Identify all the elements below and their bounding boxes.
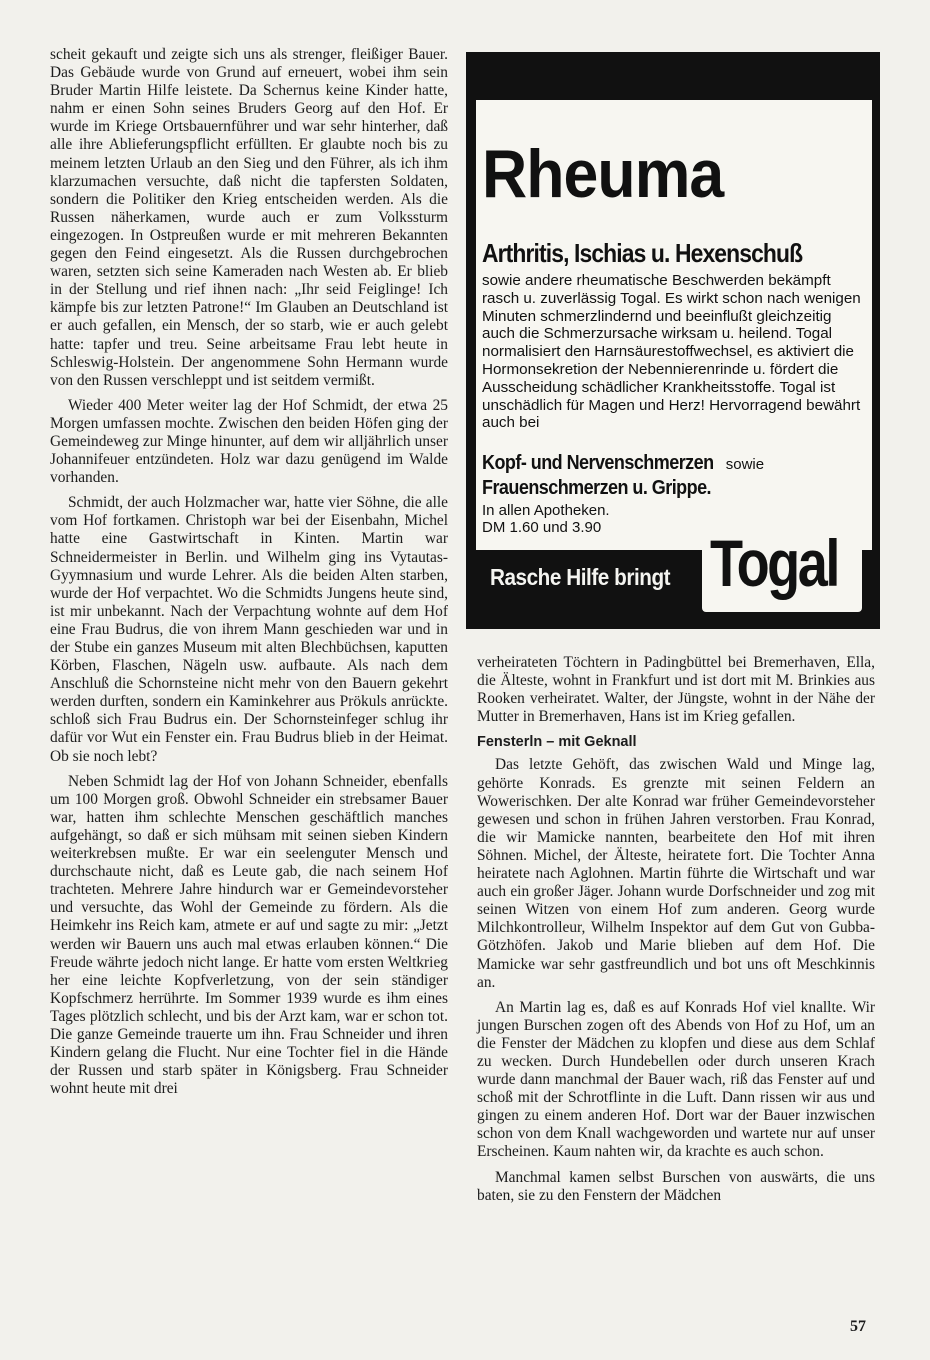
ad-pharmacy-note: In allen Apotheken.: [482, 502, 610, 519]
article-paragraph: scheit gekauft und zeigte sich uns als strenger, fleißiger Bauer. Das Gebäude wurde von Grund auf erneuert, wobei ihm sein Bruder Martin Hilfe leistete. Da Schernus keine Kinder hatte, nahm er einen Sohn seines Bruders Georg auf den Hof. Er wurde im Kriege Ortsbauernführer und war sehr hinterher, daß alle ihre Ablieferungspflicht erfüllten. Er glaubte noch bis zu meinem letzten Urlaub an den Sieg und den Führer, als ich ihm klarzumachen versuchte, daß nicht die tapfersten Soldaten, sondern die Politiker den Krieg entscheiden werden. Als die Russen näherkamen, wurde auch er zum Volkssturm eingezogen. In Ostpreußen wurde er mit mehreren Bekannten gegen den Feind eingesetzt. Als die Russen durchgebrochen waren, setzten sich seine Kameraden nach Westen ab. Er blieb in der Stellung und rief ihnen nach: „Ihr seid Feiglinge! Ich kämpfe bis zur letzten Patrone!“ Im Glauben an Deutschland ist er auch gefallen, ein Mensch, der so starb, wie er auch gelebt hatte: tapfer und treu. Seine arbeitsame Frau lebt heute in Schleswig-Holstein. Der angenommene Sohn Hermann wurde von den Russen verschleppt und ist seitdem vermißt.: [50, 46, 448, 389]
ad-highlight-line: [482, 477, 736, 500]
right-column: [477, 654, 875, 1212]
ad-price: DM 1.60 und 3.90: [482, 519, 602, 536]
togal-logo-text: Togal: [710, 526, 838, 600]
togal-advertisement: [466, 52, 880, 629]
article-paragraph: Manchmal kamen selbst Burschen von auswärts, die uns baten, sie zu den Fenstern der Mädchen: [477, 1168, 875, 1204]
section-heading: Fensterln – mit Geknall: [477, 734, 637, 751]
article-paragraph: Das letzte Gehöft, das zwischen Wald und Minge lag, gehörte Konrads. Es grenzte mit seinen Feldern an Wowerischken. Der alte Konrad war früher Gemeindevorsteher gewesen und schon in frühen Jahren verstorben. Frau Konrad, die wir Mamicke nannten, bearbeitete den Hof mit ihren Söhnen. Michel, der Älteste, heiratete fort. Die Tochter Anna heiratete nach Aglohnen. Martin führte die Wirtschaft und war auch ein großer Jäger. Johann wurde Dorfschneider und zog mit seinen Witzen von einem Hof zum anderen. Georg wurde Milchkontrolleur, Wilhelm Inspektor auf dem Gut von Gubba-Götzhöfen. Jakob und Marie blieben auf dem Hof. Die Mamicke war sehr gastfreundlich und bot uns oft Meschkinnis an.: [477, 756, 875, 991]
togal-logo: [702, 526, 862, 612]
ad-headline: Rheuma: [482, 136, 724, 212]
article-paragraph: Wieder 400 Meter weiter lag der Hof Schmidt, der etwa 25 Morgen umfassen mochte. Zwischen den beiden Höfen ging der Gemeindeweg zur Minge hinunter, auf dem wir alljährlich unser Johannifeuer entzündeten. Holz war dazu genügend im Walde vorhanden.: [50, 396, 448, 487]
left-column: [50, 46, 448, 1105]
page-number: 57: [850, 1318, 866, 1335]
ad-body-text: sowie andere rheumatische Beschwerden bekämpft rasch u. zuverlässig Togal. Es wirkt schon nach wenigen Minuten schmerzlindernd und beeinflußt gleichzeitig auch die Schmerzursache wirksam u. heilend. Togal normalisiert den Harnsäurestoffwechsel, es aktiviert die Hormonsekretion der Nebennierenrinde u. fördert die Ausscheidung schädlicher Krankheitsstoffe. Togal ist unschädlich für Magen und Herz! Hervorragend bewährt auch bei: [482, 272, 861, 432]
ad-highlight-suffix: sowie: [725, 456, 765, 473]
ad-slogan: Rasche Hilfe bringt: [490, 564, 671, 590]
ad-highlight-kopf: Kopf- und Nervenschmerzen: [482, 452, 714, 474]
ad-subheadline: Arthritis, Ischias u. Hexenschuß: [482, 238, 803, 268]
ad-highlight-line: [482, 452, 764, 475]
article-paragraph: verheirateten Töchtern in Padingbüttel bei Bremerhaven, Ella, die Älteste, wohnt in Frankfurt und ist dort mit M. Brinkies aus Rooken verheiratet. Walter, der Jüngste, wohnt in der Nähe der Mutter in Bremerhaven, Hans ist im Krieg gefallen.: [477, 654, 875, 726]
ad-text-panel: [476, 100, 872, 550]
ad-highlight-frauen: Frauenschmerzen u. Grippe.: [482, 477, 712, 499]
article-paragraph: Neben Schmidt lag der Hof von Johann Schneider, ebenfalls um 100 Morgen groß. Obwohl Schneider ein strebsamer Bauer war, hatten ihm schlechte Menschen geschäftlich manches aufgehängt, so daß er sich mühsam mit seinen sieben Kindern weiterkrebsen mußte. Er war ein seelenguter Mensch und durchschaute nicht, daß es Leute gab, die nach seinem Hof trachteten. Mehrere Jahre hindurch war er Gemeindevorsteher und versuchte, das Wohl der Gemeinde zu fördern. Als die Heimkehr ins Reich kam, atmete er auf und sagte zu mir: „Jetzt werden wir Bauern uns auch mal etwas erlauben können.“ Die Freude währte jedoch nicht lange. Er hatte vom ersten Weltkrieg her eine leichte Kopfverletzung, von der sein ständiger Kopfschmerz herrührte. Im Sommer 1939 wurde es ihm eines Tages plötzlich schlecht, und bis der Arzt kam, war er schon tot. Die ganze Gemeinde trauerte um ihn. Frau Schneider und ihren Kindern gelang die Flucht. Nur eine Tochter fiel in die Hände der Russen und starb später in Königsberg. Frau Schneider wohnt heute mit drei: [50, 772, 448, 1098]
article-paragraph: Schmidt, der auch Holzmacher war, hatte vier Söhne, die alle vom Hof fortkamen. Christoph war bei der Eisenbahn, Michel hatte eine Gastwirtschaft in Kinten. Martin war Schneidermeister in Berlin. und Wilhelm ging ins Vytautas-Gyymnasium und wurde Lehrer. Als die beiden Alten starben, wurde der Hof verpachtet. Wo die Schmidts Jungens heute sind, ist mir unbekannt. Nach der Verpachtung wohnte auf dem Hof eine Frau Budrus, die von ihrem Mann geschieden war und in der Stube ein ganzes Museum mit alten Blechbüchsen, kaputten Körben, Flaschen, Nägeln usw. aufbaute. Als nach dem Anschluß die Schornsteine nicht mehr von den Bauern gekehrt werden durften, sondern ein Kaminkehrer aus Prökuls anrückte. schloß sich Frau Budrus ein. Der Schornsteinfeger schlug ihr dafür vor Wut ein Fenster ein. Frau Budrus blieb in der Heimat. Ob sie noch lebt?: [50, 494, 448, 765]
article-paragraph: An Martin lag es, daß es auf Konrads Hof viel knallte. Wir jungen Burschen zogen oft des Abends von Hof zu Hof, um an die Fenster der Mädchen zu klopfen und diese aus dem Schlaf zu wecken. Durch Hundebellen oder durch unseren Krach wurde dann manchmal der Bauer wach, riß das Fenster auf und schoß mit der Schrotflinte in die Luft. Dann rissen wir aus und gingen zu einem anderen Hof. Dort war der Bauer inzwischen schon von dem Knall wachgeworden und wartete nur auf unser Erscheinen. Kaum nahten wir, da krachte es auch schon.: [477, 998, 875, 1161]
